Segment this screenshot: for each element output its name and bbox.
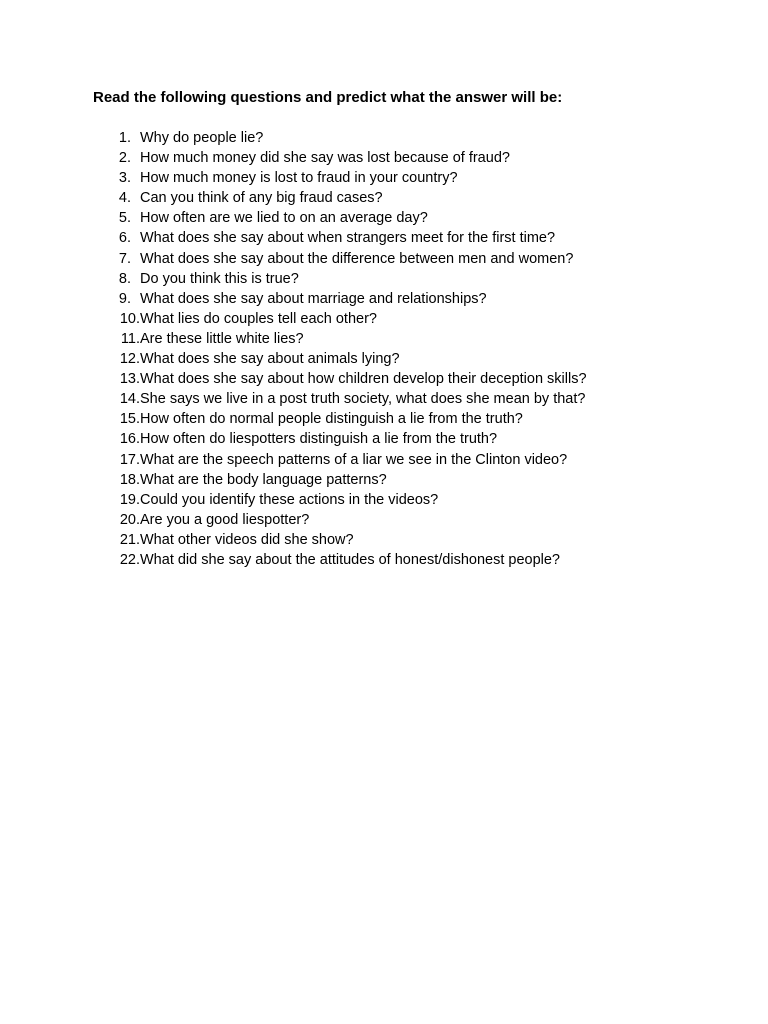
question-text: What are the speech patterns of a liar we see in the Clinton video?: [140, 451, 568, 468]
question-item: [100, 208, 587, 228]
question-item: [100, 349, 587, 369]
question-text: What does she say about animals lying?: [140, 351, 400, 368]
question-item: [100, 389, 587, 409]
question-text: How often do liespotters distinguish a lie from the truth?: [140, 431, 498, 448]
question-item: [100, 409, 587, 429]
question-text: Do you think this is true?: [140, 270, 299, 287]
question-item: [100, 168, 587, 188]
question-item: [100, 269, 587, 289]
question-number: 13.: [119, 371, 140, 388]
question-number: 20.: [119, 511, 140, 528]
question-number: 9.: [118, 290, 131, 307]
question-text: What does she say about the difference between men and women?: [140, 250, 574, 267]
question-item: [100, 369, 587, 389]
question-number: 18.: [119, 471, 140, 488]
question-text: Can you think of any big fraud cases?: [140, 190, 383, 207]
question-number: 21.: [119, 531, 140, 548]
question-number: 10.: [119, 310, 140, 327]
question-text: What other videos did she show?: [140, 531, 354, 548]
question-item: [100, 188, 587, 208]
question-text: What does she say about when strangers meet for the first time?: [140, 230, 556, 247]
question-text: Could you identify these actions in the videos?: [140, 491, 439, 508]
question-number: 7.: [118, 250, 131, 267]
question-number: 12.: [119, 351, 140, 368]
question-item: [100, 228, 587, 248]
question-text: What lies do couples tell each other?: [140, 310, 377, 327]
question-text: How much money is lost to fraud in your country?: [140, 170, 458, 187]
question-number: 3.: [118, 170, 131, 187]
question-text: How often are we lied to on an average day?: [140, 210, 428, 227]
question-item: [100, 550, 587, 570]
question-text: What are the body language patterns?: [140, 471, 387, 488]
question-item: [100, 128, 587, 148]
question-number: 2.: [118, 150, 131, 167]
question-item: [100, 148, 587, 168]
question-number: 8.: [118, 270, 131, 287]
question-item: [100, 470, 587, 490]
question-item: [100, 530, 587, 550]
question-number: 22.: [119, 551, 140, 568]
question-number: 19.: [119, 491, 140, 508]
question-item: [100, 510, 587, 530]
instructions-heading: Read the following questions and predict what the answer will be:: [93, 89, 563, 106]
question-number: 6.: [118, 230, 131, 247]
question-text: What does she say about marriage and relationships?: [140, 290, 487, 307]
question-item: [100, 450, 587, 470]
question-item: [100, 309, 587, 329]
question-number: 15.: [119, 411, 140, 428]
question-number: 1.: [118, 130, 131, 146]
question-text: What did she say about the attitudes of honest/dishonest people?: [140, 551, 560, 568]
question-text: Are these little white lies?: [140, 330, 304, 347]
question-item: [100, 289, 587, 309]
question-number: 11.: [120, 330, 140, 347]
question-text: How much money did she say was lost because of fraud?: [140, 150, 510, 167]
question-text: How often do normal people distinguish a lie from the truth?: [140, 411, 523, 428]
question-text: Are you a good liespotter?: [140, 511, 310, 528]
question-list: [100, 128, 587, 570]
question-text: Why do people lie?: [140, 130, 264, 146]
question-text: What does she say about how children develop their deception skills?: [140, 371, 587, 388]
question-number: 4.: [118, 190, 131, 207]
question-number: 14.: [119, 391, 140, 408]
question-item: [100, 429, 587, 449]
question-text: She says we live in a post truth society, what does she mean by that?: [140, 391, 586, 408]
question-number: 17.: [119, 451, 140, 468]
question-number: 5.: [118, 210, 131, 227]
question-item: [100, 249, 587, 269]
question-item: [100, 490, 587, 510]
question-number: 16.: [119, 431, 140, 448]
question-item: [100, 329, 587, 349]
